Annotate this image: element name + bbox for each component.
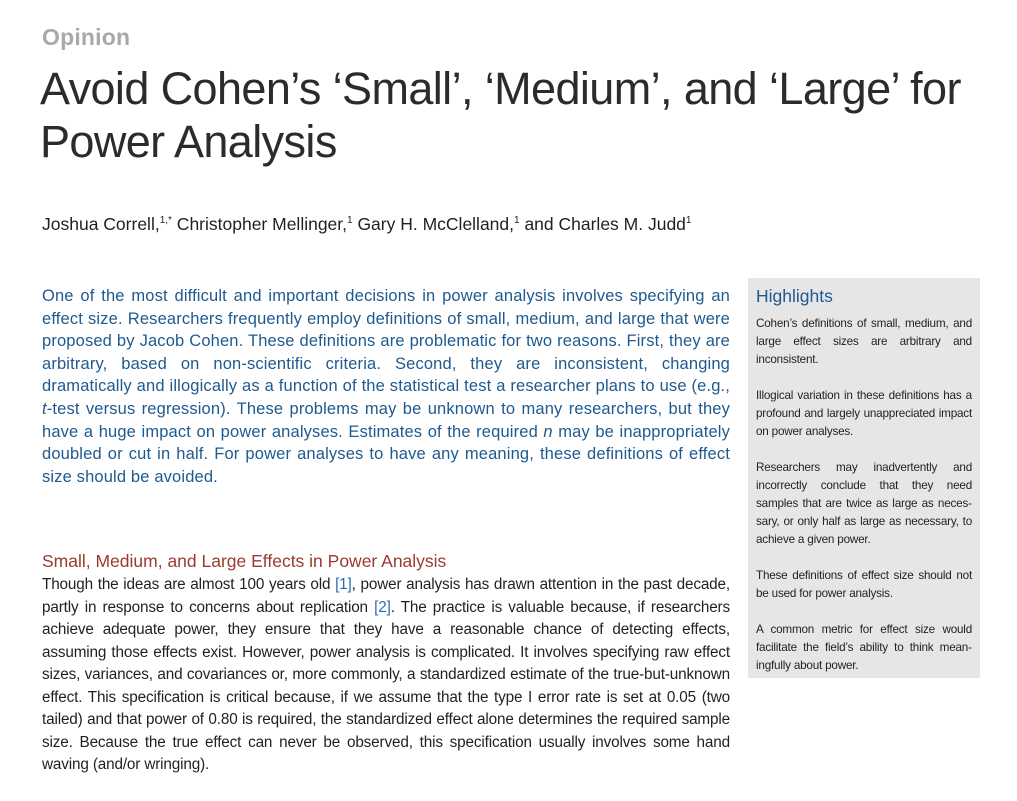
author-affiliation: 1 bbox=[514, 215, 520, 226]
abstract-text: -test versus regression). These problems may be unknown to many researchers, but they have a huge impact on power analyses. Estimates of the required bbox=[42, 399, 730, 441]
reference-link[interactable]: [1] bbox=[335, 576, 352, 593]
body-text: . The practice is valuable because, if researchers achieve adequate power, they ensure that they have a reasonable chance of detecting effects, assuming those effects exist. However, power analysis is complicated. It involves specifying raw effect sizes, variances, and covariances or, more commonly, a standardized estimate of the true-but-unknown effect. This specification is critical because, if we assume that the type I error rate is set at 0.05 (two tailed) and that power of 0.80 is required, the standardized effect alone determines the required sample size. Because the true effect can never be observed, this specification usually involves some hand waving (and/or wringing). bbox=[42, 598, 730, 773]
abstract-italic: t bbox=[42, 399, 47, 418]
section-heading: Small, Medium, and Large Effects in Power Analysis bbox=[42, 551, 447, 571]
author-name: Joshua Correll, bbox=[42, 214, 160, 234]
highlights-title: Highlights bbox=[756, 286, 833, 306]
abstract-text: may be inappropriately doubled or cut in half. For power analyses to have any meaning, these definitions of effect size should be avoided. bbox=[42, 422, 730, 486]
author-affiliation: 1,* bbox=[159, 215, 172, 226]
article-title: Avoid Cohen’s ‘Small’, ‘Medium’, and ‘Large’ for Power Analysis bbox=[40, 63, 961, 167]
body-text: Though the ideas are almost 100 years old bbox=[42, 576, 336, 593]
reference-link[interactable]: [2] bbox=[374, 598, 391, 616]
highlight-item: A common metric for effect size would facilitate the field’s ability to think meaningfully about power. bbox=[756, 623, 972, 672]
highlight-item: These definitions of effect size should not be used for power analysis. bbox=[756, 569, 972, 600]
author-affiliation: 1 bbox=[685, 215, 692, 226]
highlight-item: Illogical variation in these definitions has a profound and largely unappreciated impact on power analyses. bbox=[756, 389, 972, 438]
body-paragraph bbox=[42, 574, 730, 777]
body-text: , power analysis has drawn attention in the past decade, partly in response to concerns about replication bbox=[42, 576, 730, 616]
highlights-box bbox=[748, 278, 980, 678]
author-name: and Charles M. Judd bbox=[519, 214, 686, 234]
author-affiliation: 1 bbox=[347, 215, 353, 226]
abstract-italic: n bbox=[543, 422, 553, 441]
author-list bbox=[42, 214, 942, 235]
author-name: Gary H. McClelland, bbox=[352, 214, 515, 234]
highlight-item: Cohen’s definitions of small, medium, and large effect sizes are arbitrary and inconsistent. bbox=[756, 317, 972, 366]
abstract-text: One of the most difficult and important decisions in power analysis involves specifying an effect size. Researchers frequently employ definitions of small, medium, and large that were proposed by Jacob Cohen. These definitions are problematic for two reasons. First, they are arbitrary, based on non-scientific criteria. Second, they are inconsistent, changing dramatically and illogically as a function of the statistical test a researcher plans to use (e.g., bbox=[42, 287, 730, 396]
abstract bbox=[42, 285, 730, 488]
author-name: Christopher Mellinger, bbox=[171, 214, 348, 234]
highlight-item: Researchers may inadvertently and incorrectly conclude that they need samples that are twice as large as necessary, or only half as large as necessary, to achieve a given power. bbox=[756, 461, 972, 546]
section-label: Opinion bbox=[42, 24, 131, 50]
